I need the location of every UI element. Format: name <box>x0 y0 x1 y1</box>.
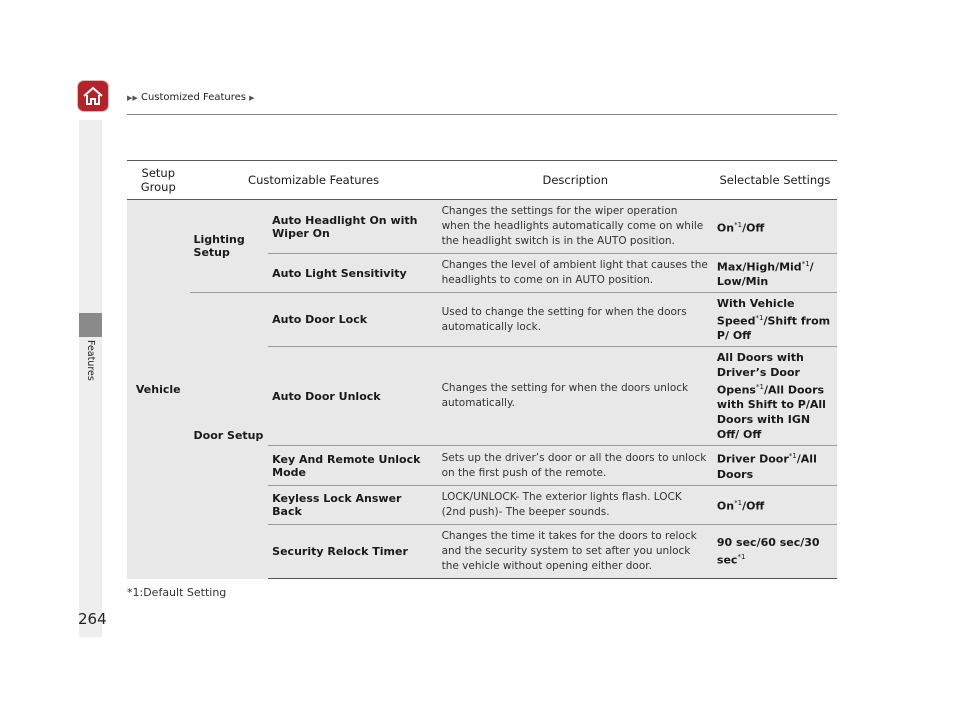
feature-cell: Auto Door Lock <box>268 293 437 347</box>
header-settings: Selectable Settings <box>713 161 837 200</box>
description-cell: Changes the settings for the wiper operation when the headlights automatically come on while the headlight switch is in the AUTO position. <box>438 200 713 254</box>
table-row <box>127 200 837 254</box>
settings-cell: All Doors with Driver’s Door Opens$^{*1}$/All Doors with Shift to P/All Doors with IGN Off/ Off <box>713 347 837 446</box>
feature-cell: Security Relock Timer <box>268 525 437 579</box>
header-group: Setup Group <box>127 161 190 200</box>
description-cell: Used to change the setting for when the doors automatically lock. <box>438 293 713 347</box>
breadcrumb[interactable] <box>127 92 255 103</box>
description-cell: LOCK/UNLOCK- The exterior lights flash. LOCK (2nd push)- The beeper sounds. <box>438 486 713 525</box>
footnote: *1:Default Setting <box>127 586 227 599</box>
feature-cell: Auto Door Unlock <box>268 347 437 446</box>
home-icon[interactable] <box>78 81 108 111</box>
settings-cell: On$^{*1}$/Off <box>713 200 837 254</box>
settings-cell: Driver Door$^{*1}$/All Doors <box>713 446 837 486</box>
settings-cell: Max/High/Mid$^{*1}$/ Low/Min <box>713 254 837 293</box>
settings-cell: With Vehicle Speed$^{*1}$/Shift from P/ Off <box>713 293 837 347</box>
breadcrumb-arrow-icon: ▶▶ <box>127 94 138 102</box>
feature-cell: Key And Remote Unlock Mode <box>268 446 437 486</box>
breadcrumb-arrow-icon: ▶ <box>249 94 255 102</box>
table-row <box>127 293 837 347</box>
group-cell: Vehicle <box>127 200 190 579</box>
page-number: 264 <box>78 610 107 628</box>
subgroup-cell: Lighting Setup <box>190 200 269 293</box>
settings-cell: 90 sec/60 sec/30 $\sec^{*1}$ <box>713 525 837 579</box>
customization-table <box>127 160 837 579</box>
side-bar <box>79 120 102 313</box>
table-header <box>127 161 837 200</box>
section-label: Features <box>85 340 96 381</box>
header-feature: Customizable Features <box>190 161 438 200</box>
feature-cell: Auto Light Sensitivity <box>268 254 437 293</box>
header-description: Description <box>438 161 713 200</box>
description-cell: Changes the time it takes for the doors to relock and the security system to set after you unlock the vehicle without opening either door. <box>438 525 713 579</box>
description-cell: Changes the level of ambient light that causes the headlights to come on in AUTO position. <box>438 254 713 293</box>
description-cell: Sets up the driver’s door or all the doors to unlock on the first push of the remote. <box>438 446 713 486</box>
subgroup-cell: Door Setup <box>190 293 269 579</box>
feature-cell: Keyless Lock Answer Back <box>268 486 437 525</box>
header-rule <box>127 114 837 115</box>
section-tab[interactable] <box>79 313 102 337</box>
description-cell: Changes the setting for when the doors unlock automatically. <box>438 347 713 446</box>
feature-cell: Auto Headlight On with Wiper On <box>268 200 437 254</box>
breadcrumb-link[interactable]: Customized Features <box>140 92 246 103</box>
settings-cell: On$^{*1}$/Off <box>713 486 837 525</box>
